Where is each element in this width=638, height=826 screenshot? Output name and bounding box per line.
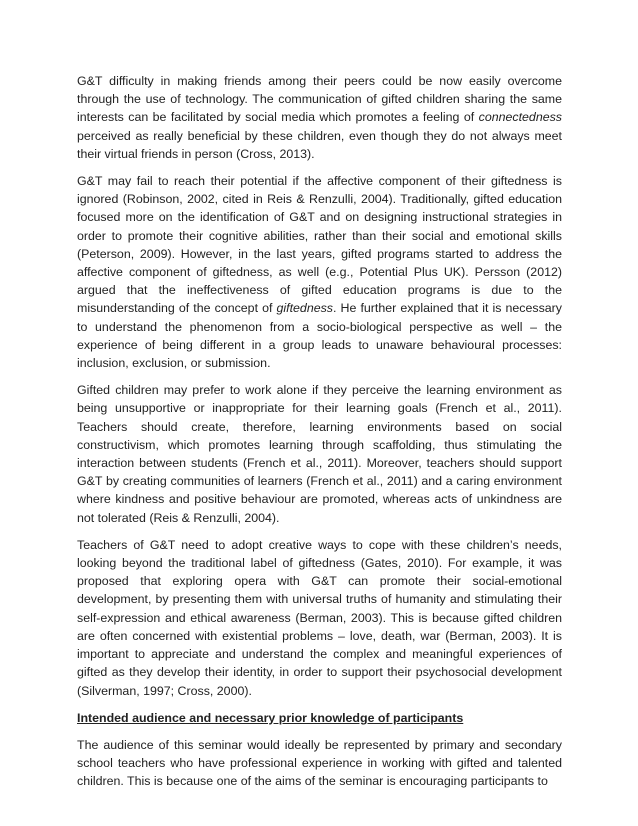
paragraph-4-text: Teachers of G&T need to adopt creative ways to cope with these children’s needs, looking beyond the traditional label of giftedness (Gates, 2010). For example, it was proposed that exploring opera with G&T can promote their social-emotional development, by presenting them with universal truths of humanity and stimulating their self-expression and ethical awareness (Berman, 2003). This is because gifted children are often concerned with existential problems – love, death, war (Berman, 2003). It is important to appreciate and understand the complex and meaningful experiences of gifted as they develop their identity, in order to support their psychosocial development (Silverman, 1997; Cross, 2000). [77, 537, 562, 698]
paragraph-1-text-a: G&T difficulty in making friends among their peers could be now easily overcome through the use of technology. The communication of gifted children sharing the same interests can be facilitated by social media which promotes a feeling of [77, 74, 562, 125]
paragraph-1-text-b: perceived as really beneficial by these children, even though they do not always meet their virtual friends in person (Cross, 2013). [77, 128, 562, 161]
paragraph-1 [77, 72, 562, 163]
paragraph-2-text-a: G&T may fail to reach their potential if the affective component of their giftedness is ignored (Robinson, 2002, cited in Reis & Renzulli, 2004). Traditionally, gifted education focused more on the identification of G&T and on designing instructional strategies in order to promote their cognitive abilities, rather than their social and emotional skills (Peterson, 2009). However, in the last years, gifted programs started to address the affective component of giftedness, as well (e.g., Potential Plus UK). Persson (2012) argued that the ineffectiveness of gifted education programs is due to the misunderstanding of the concept of [77, 174, 562, 316]
paragraph-4 [77, 536, 562, 700]
document-page [77, 72, 562, 800]
section-heading: Intended audience and necessary prior knowledge of participants [77, 710, 464, 725]
paragraph-1-italic-term: connectedness [478, 110, 562, 125]
paragraph-2 [77, 172, 562, 372]
paragraph-2-italic-term: giftedness [276, 301, 333, 316]
paragraph-5: The audience of this seminar would ideally be represented by primary and secondary school teachers who have professional experience in working with gifted and talented children. This is because one of the aims of the seminar is encouraging participants to [77, 737, 562, 789]
paragraph-3 [77, 381, 562, 527]
paragraph-3-text: Gifted children may prefer to work alone if they perceive the learning environment as being unsupportive or inappropriate for their learning goals (French et al., 2011). Teachers should create, therefore, learning environments based on social constructivism, which promotes learning through scaffolding, thus stimulating the interaction between students (French et al., 2011). Moreover, teachers should support G&T by creating communities of learners (French et al., 2011) and a caring environment where kindness and positive behaviour are promoted, whereas acts of unkindness are not tolerated (Reis & Renzulli, 2004). [77, 383, 562, 525]
paragraph-2-text-b: . He further explained that it is necessary to understand the phenomenon from a socio-biological perspective as well – the experience of being different in a group leads to unaware behavioural processes: inclusion, exclusion, or submission. [77, 301, 562, 371]
